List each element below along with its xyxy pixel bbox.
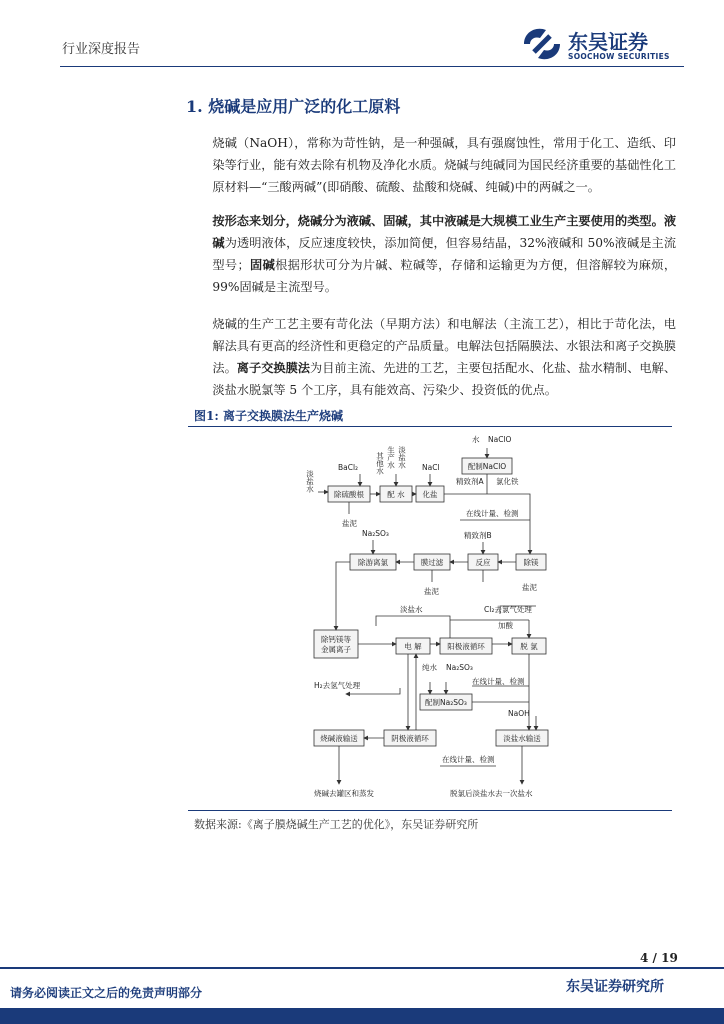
label-remove-ca-1: 除钙镁等 [321,635,351,644]
report-type-label: 行业深度报告 [62,42,141,57]
label-other-water-2: 生产水 [386,446,396,469]
label-chlorinated-iron: 氯化铁 [496,477,519,486]
label-salt-mud-2: 盐泥 [424,587,439,596]
figure-top-rule [188,426,672,427]
solid-caustic-text: 根据形状可分为片碱、粒碱等，存储和运输更为方便，但溶解较为麻烦，99%固碱是主流型号。 [212,258,677,294]
label-catholyte-loop: 阴极液循环 [391,734,429,743]
label-salt-mud-3: 盐泥 [522,583,537,592]
paragraph-process-text: 烧碱的生产工艺主要有苛化法（早期方法）和电解法（主流工艺），相比于苛化法，电解法具有更高的经济性和更稳定的产品质量。电解法包括隔膜法、水银法和离子交换膜法。 [212,317,676,375]
label-remove-mg: 除镁 [523,558,539,567]
label-remove-sulfate: 除硫酸根 [334,490,364,499]
label-h2-treatment: H₂去氢气处理 [314,681,361,690]
logo-en-text: SOOCHOW SECURITIES [568,52,670,61]
liquid-caustic-text: 为透明液体，反应速度较快，添加简便，但容易结晶，32%液碱和 50%液碱是主流型号； [212,236,677,272]
label-cl2-treatment: Cl₂去氯气处理 [484,605,532,614]
paragraph-intro-text: 烧碱（NaOH），常称为苛性钠，是一种强碱，具有强腐蚀性，常用于化工、造纸、印染等行业，能有效去除有机物及净化水质。烧碱与纯碱同为国民经济重要的基础性化工原材料—“三酸两碱”(即硝酸、硫酸、盐酸和烧碱、纯碱)中的两碱之一。 [212,136,676,194]
label-dechlorination: 脱 氯 [520,642,538,651]
figure-source: 数据来源:《离子膜烧碱生产工艺的优化》，东吴证券研究所 [194,818,479,831]
paragraph-intro [188,132,676,198]
label-anolyte-loop: 阳极液循环 [447,642,485,651]
label-prep-na2so3: 配制Na₂SO₃ [425,698,467,707]
logo-cn-text: 东吴证券 [568,30,648,54]
label-remove-ca-2: 金属离子 [321,645,351,654]
label-weak-brine-2: 淡盐水 [400,605,423,614]
ion-membrane-text: 为目前主流、先进的工艺，主要包括配水、化盐、盐水精制、电解、淡盐水脱氯等 5 个工序，具有能效高、污染少、投资低的优点。 [212,361,677,397]
footer-bar [0,1008,724,1024]
footer-disclaimer: 请务必阅读正文之后的免责声明部分 [10,986,203,1000]
label-naclo: NaClO [488,435,512,444]
label-salt-mud-1: 盐泥 [342,519,357,528]
label-dissolve-salt: 化盐 [422,490,438,499]
label-caustic-out: 烧碱去罐区和蒸发 [314,789,374,798]
page-current: 4 [640,951,649,965]
footer-divider [0,967,724,969]
label-reaction: 反应 [475,558,491,567]
page-sep: / [652,951,657,965]
label-brine-out: 脱氯后淡盐水去一次盐水 [450,789,533,798]
label-other-water-1: 其他水 [375,452,385,475]
label-online-measure-3: 在线计量、检测 [442,755,495,764]
label-other-water-3: 淡盐水 [397,446,407,469]
footer-company: 东吴证券研究所 [566,979,664,995]
label-water: 水 [472,435,480,444]
label-nacl: NaCl [422,463,440,472]
label-remove-chlorate: 除游离氯 [358,558,388,567]
page-number [640,951,678,965]
label-weak-brine-in: 淡盐水 [305,470,315,493]
label-prep-naclo: 配制NaClO [467,462,507,471]
liquid-caustic-term: 液碱 [212,214,676,250]
paragraph-process [188,313,676,401]
label-online-measure-2: 在线计量、检测 [472,677,525,686]
label-membrane-filter: 膜过滤 [420,558,444,567]
label-agent-a: 精致剂A [456,477,484,486]
paragraph-forms-lead: 按形态来划分，烧碱分为液碱、固碱，其中液碱是大规模工业生产主要使用的类型。 [212,214,664,228]
label-online-measure-1: 在线计量、检测 [466,509,519,518]
process-flow-diagram [300,430,560,806]
header-divider [60,66,684,67]
label-electrolysis: 电 解 [404,642,422,651]
label-brine-transport: 淡盐水输送 [503,734,541,743]
label-add-acid: 加酸 [498,621,513,630]
label-caustic-transport: 烧碱液输送 [320,734,358,743]
label-pure-water: 纯水 [422,663,437,672]
paragraph-forms [188,210,676,298]
figure-bottom-rule [188,810,672,811]
page-total: 19 [661,951,678,965]
label-agent-b: 精致剂B [464,531,492,540]
label-naoh: NaOH [508,709,530,718]
label-mix-water: 配 水 [387,490,405,499]
label-na2so3-mid: Na₂SO₃ [446,663,473,672]
solid-caustic-term: 固碱 [249,258,276,272]
ion-membrane-term: 离子交换膜法 [236,361,311,375]
company-logo [520,24,680,64]
section-title: 1. 烧碱是应用广泛的化工原料 [186,97,401,116]
label-bacl2: BaCl₂ [338,463,359,472]
figure-caption: 图1: 离子交换膜法生产烧碱 [194,409,343,423]
logo-mark-icon [520,24,564,64]
label-na2so3-top: Na₂SO₃ [362,529,389,538]
